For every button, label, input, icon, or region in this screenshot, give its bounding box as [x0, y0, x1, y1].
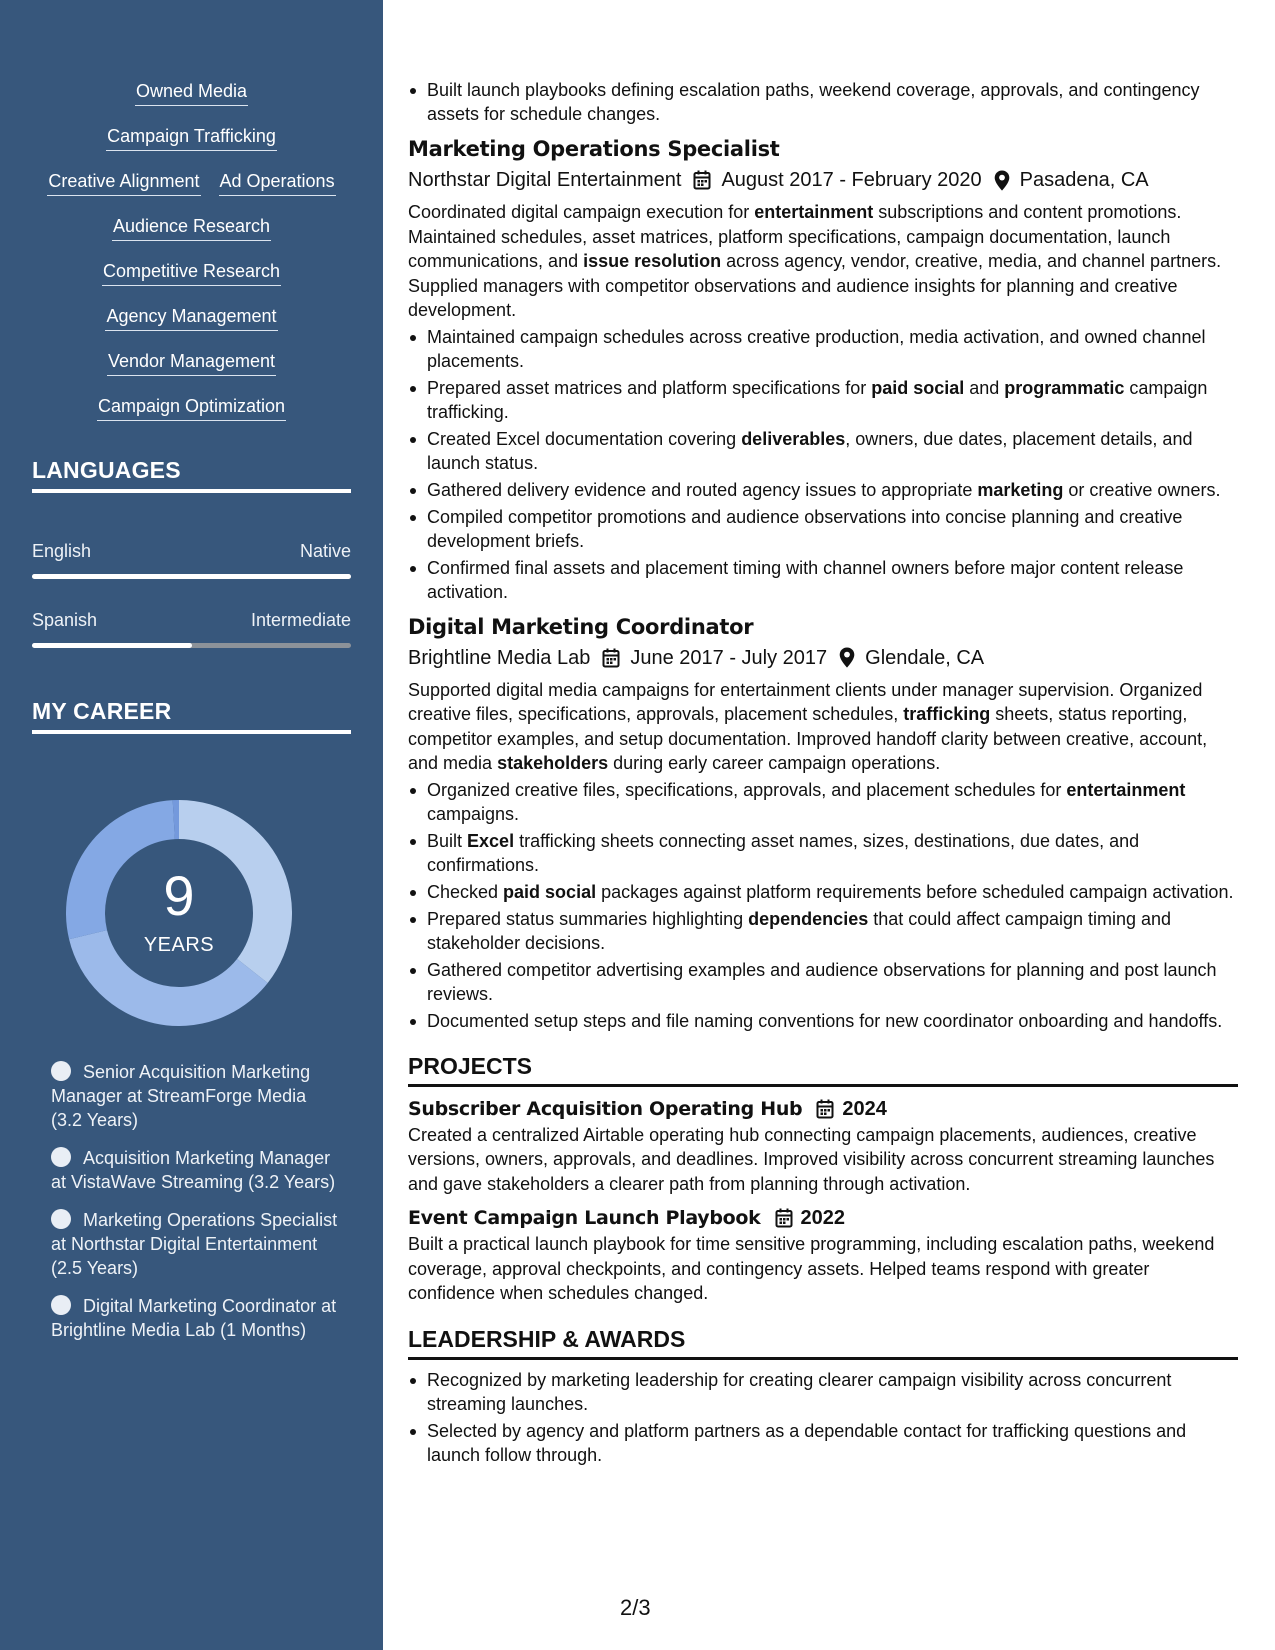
awards-heading: LEADERSHIP & AWARDS — [408, 1324, 1238, 1360]
bullet-item — [408, 880, 1238, 904]
bullet-item — [408, 907, 1238, 955]
text-segment: sheets, status reporting, competitor examples, and setup documentation. Improved handoff clarity between creative, account, and media — [408, 704, 1208, 773]
language-english — [32, 540, 351, 580]
text-segment: Gathered competitor advertising examples and audience observations for planning and post launch reviews. — [427, 959, 1217, 1004]
experience-list — [408, 135, 1238, 1033]
career-heading: MY CAREER — [32, 696, 351, 734]
award-item: Selected by agency and platform partners as a dependable contact for trafficking questions and launch follow through. — [408, 1419, 1238, 1467]
bold-keyword: Excel — [467, 830, 515, 851]
bold-keyword: dependencies — [748, 908, 869, 929]
text-segment: Supported digital media campaigns for entertainment clients under manager supervision. Organized creative files, specifications, approvals, placement schedules, — [408, 679, 1203, 724]
skill-row — [0, 215, 383, 260]
text-segment: Documented setup steps and file naming conventions for new coordinator onboarding and handoffs. — [427, 1010, 1223, 1031]
language-level: Native — [299, 541, 351, 561]
language-bar — [32, 643, 351, 648]
languages-heading: LANGUAGES — [32, 455, 351, 493]
calendar-icon — [693, 170, 711, 190]
skill-tag: Vendor Management — [107, 350, 276, 376]
career-item-label: Senior Acquisition Marketing Manager at StreamForge Media (3.2 Years) — [51, 1062, 311, 1130]
job-dates: June 2017 - July 2017 — [630, 646, 828, 669]
text-segment: Prepared asset matrices and platform specifications for — [427, 377, 872, 398]
text-segment: Prepared status summaries highlighting — [427, 908, 749, 929]
legend-dot-icon — [51, 1295, 71, 1315]
bold-keyword: stakeholders — [497, 753, 609, 773]
bullet-item — [408, 505, 1238, 553]
projects-list — [408, 1095, 1238, 1306]
job-bullets — [408, 778, 1238, 1033]
language-level: Intermediate — [250, 610, 351, 630]
text-segment: and — [964, 377, 1005, 398]
job-entry — [408, 135, 1238, 604]
bullet-item — [408, 778, 1238, 826]
bold-keyword: marketing — [977, 479, 1064, 500]
career-item-label: Marketing Operations Specialist at Northstar Digital Entertainment (2.5 Years) — [51, 1210, 338, 1278]
bullet-item — [408, 829, 1238, 877]
career-years-label: YEARS — [143, 934, 215, 956]
job-entry — [408, 613, 1238, 1033]
project-year: 2024 — [842, 1097, 887, 1120]
text-segment: Maintained campaign schedules across creative production, media activation, and owned channel placements. — [427, 326, 1206, 371]
text-segment: Coordinated digital campaign execution for — [408, 202, 755, 222]
skill-row — [0, 260, 383, 305]
project-title-row — [408, 1095, 1238, 1123]
skill-row — [0, 80, 383, 125]
map-pin-icon — [839, 647, 855, 668]
language-spanish — [32, 609, 351, 649]
project-year: 2022 — [800, 1207, 846, 1229]
text-segment: Confirmed final assets and placement timing with channel owners before major content release activation. — [427, 557, 1184, 602]
skill-row — [0, 125, 383, 170]
bold-keyword: entertainment — [1066, 779, 1186, 800]
calendar-icon — [816, 1099, 834, 1119]
sidebar — [0, 0, 383, 1650]
skill-row — [0, 395, 383, 440]
text-segment: Checked — [427, 881, 504, 902]
text-segment: Gathered delivery evidence and routed agency issues to appropriate — [427, 479, 978, 500]
skill-row — [0, 350, 383, 395]
bullet-item: Built launch playbooks defining escalation paths, weekend coverage, approvals, and contingency assets for schedule changes. — [408, 78, 1238, 126]
text-segment: across agency, vendor, creative, media, and channel partners. Supplied managers with competitor observations and audience insights for planning and creative development. — [408, 251, 1222, 320]
text-segment: , owners, due dates, placement details, and launch status. — [427, 428, 1193, 473]
job-summary — [408, 200, 1238, 323]
intro-bullets — [408, 78, 1238, 126]
job-bullets — [408, 325, 1238, 604]
page-number: 2/3 — [620, 1595, 651, 1620]
projects-heading: PROJECTS — [408, 1051, 1238, 1087]
language-bar-fill — [32, 643, 192, 648]
bullet-item — [408, 376, 1238, 424]
bold-keyword: paid social — [503, 881, 597, 902]
career-item-label: Acquisition Marketing Manager at VistaWave Streaming (3.2 Years) — [51, 1148, 336, 1192]
skill-tag: Agency Management — [105, 305, 277, 331]
career-total-years: 9 — [163, 864, 195, 927]
career-item-label: Digital Marketing Coordinator at Brightline Media Lab (1 Months) — [51, 1296, 337, 1340]
project-description: Created a centralized Airtable operating hub connecting campaign placements, audiences, creative versions, owners, approvals, and deadlines. Improved visibility across concurrent streaming launches and gave stakeholders a clearer path from planning through activation. — [408, 1124, 1215, 1194]
text-segment: Compiled competitor promotions and audience observations into concise planning and creative development briefs. — [427, 506, 1183, 551]
bullet-item — [408, 556, 1238, 604]
job-location: Glendale, CA — [865, 646, 985, 669]
bullet-item — [408, 1009, 1238, 1033]
calendar-icon — [775, 1208, 793, 1228]
text-segment: subscriptions and content promotions. Maintained schedules, asset matrices, platform specifications, campaign documentation, launch communications, and — [408, 202, 1182, 271]
job-dates: August 2017 - February 2020 — [721, 169, 982, 191]
project-entry — [408, 1095, 1238, 1197]
job-meta — [408, 166, 1238, 194]
bold-keyword: deliverables — [741, 428, 846, 449]
awards-list — [408, 1368, 1238, 1467]
text-segment: Organized creative files, specifications, approvals, and placement schedules for — [427, 779, 1067, 800]
bold-keyword: paid social — [871, 377, 965, 398]
bold-keyword: programmatic — [1004, 377, 1125, 398]
bold-keyword: issue resolution — [583, 251, 722, 271]
bullet-item — [408, 478, 1238, 502]
language-name: English — [32, 541, 92, 561]
language-bar-fill — [32, 574, 351, 579]
job-title: Marketing Operations Specialist — [408, 137, 780, 161]
text-segment: during early career campaign operations. — [608, 753, 941, 773]
bullet-item — [408, 325, 1238, 373]
skill-tag: Ad Operations — [219, 170, 336, 196]
job-title: Digital Marketing Coordinator — [408, 614, 754, 639]
company-name: Northstar Digital Entertainment — [408, 169, 682, 191]
skill-tag: Campaign Optimization — [97, 395, 286, 421]
map-pin-icon — [994, 170, 1010, 191]
legend-dot-icon — [51, 1061, 71, 1081]
legend-dot-icon — [51, 1209, 71, 1229]
company-name: Brightline Media Lab — [408, 646, 591, 669]
project-title: Subscriber Acquisition Operating Hub — [408, 1097, 803, 1120]
bullet-item — [408, 958, 1238, 1006]
skill-row — [0, 305, 383, 350]
job-location: Pasadena, CA — [1019, 169, 1149, 191]
text-segment: Created Excel documentation covering — [427, 428, 742, 449]
career-item — [51, 1294, 341, 1342]
career-item — [51, 1146, 341, 1194]
text-segment: campaigns. — [427, 803, 520, 824]
skill-tag: Owned Media — [135, 80, 248, 106]
job-meta — [408, 644, 1238, 672]
skills-list — [0, 80, 383, 440]
text-segment: or creative owners. — [1063, 479, 1221, 500]
text-segment: campaign trafficking. — [427, 377, 1208, 422]
project-entry — [408, 1204, 1238, 1306]
career-list — [51, 1060, 341, 1356]
career-item — [51, 1060, 341, 1132]
text-segment: trafficking sheets connecting asset names, sizes, destinations, due dates, and confirmations. — [427, 830, 1140, 875]
bold-keyword: entertainment — [754, 202, 874, 222]
legend-dot-icon — [51, 1147, 71, 1167]
award-item: Recognized by marketing leadership for creating clearer campaign visibility across concurrent streaming launches. — [408, 1368, 1238, 1416]
text-segment: packages against platform requirements before scheduled campaign activation. — [596, 881, 1234, 902]
job-summary — [408, 678, 1238, 776]
project-title-row — [408, 1204, 1238, 1232]
language-bar — [32, 574, 351, 579]
calendar-icon — [602, 648, 620, 668]
project-description: Built a practical launch playbook for time sensitive programming, including escalation paths, weekend coverage, approval checkpoints, and contingency assets. Helped teams respond with greater confidence when schedules changed. — [408, 1234, 1215, 1303]
skill-tag: Creative Alignment — [47, 170, 200, 196]
skill-tag: Campaign Trafficking — [106, 125, 277, 151]
bold-keyword: trafficking — [903, 704, 991, 724]
skill-tag: Competitive Research — [102, 260, 281, 286]
text-segment: Built — [427, 830, 468, 851]
skill-row — [0, 170, 383, 215]
skill-tag: Audience Research — [112, 215, 271, 241]
career-item — [51, 1208, 341, 1280]
bullet-item — [408, 427, 1238, 475]
text-segment: that could affect campaign timing and stakeholder decisions. — [427, 908, 1172, 953]
language-name: Spanish — [32, 610, 98, 630]
main-content — [408, 78, 1238, 1470]
project-title: Event Campaign Launch Playbook — [408, 1207, 761, 1229]
